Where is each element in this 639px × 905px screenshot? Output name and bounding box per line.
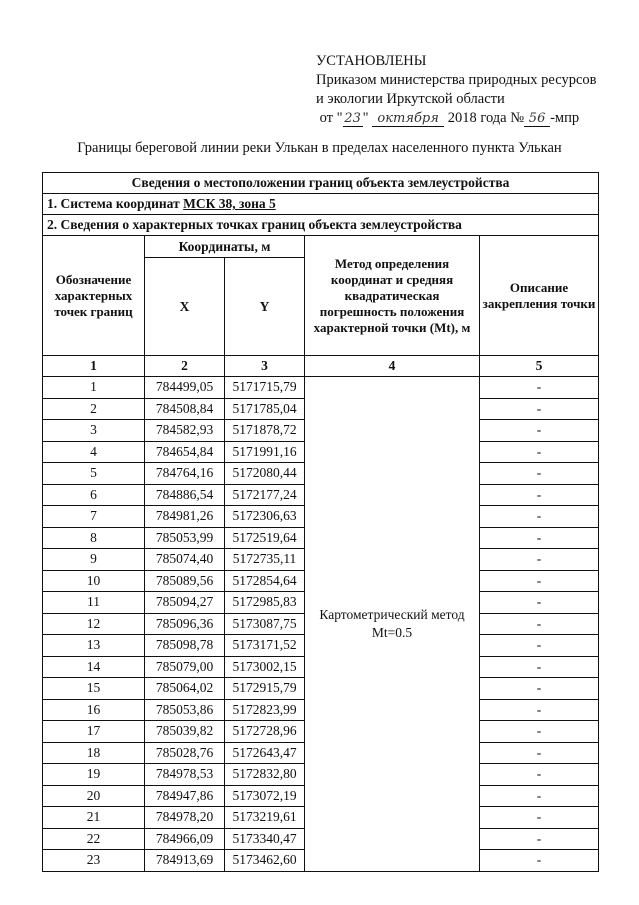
point-y: 5172735,11 [225,549,305,571]
point-fixing: - [480,678,599,700]
point-x: 785096,36 [145,613,225,635]
point-x: 784978,20 [145,807,225,829]
point-y: 5173462,60 [225,850,305,872]
point-number: 4 [43,441,145,463]
point-x: 784499,05 [145,377,225,399]
point-number: 7 [43,506,145,528]
order-number: 56 [524,111,550,127]
point-y: 5172985,83 [225,592,305,614]
point-number: 5 [43,463,145,485]
header-method: Метод определения координат и средняя квадратическая погрешность положения характерной точки (Mt), м [305,236,480,356]
point-number: 11 [43,592,145,614]
coordinate-system-value: МСК 38, зона 5 [183,196,276,211]
point-y: 5173087,75 [225,613,305,635]
point-fixing: - [480,377,599,399]
point-y: 5172832,80 [225,764,305,786]
point-fixing: - [480,549,599,571]
point-number: 15 [43,678,145,700]
point-fixing: - [480,613,599,635]
point-number: 12 [43,613,145,635]
table-row [43,377,599,399]
point-number: 1 [43,377,145,399]
point-fixing: - [480,764,599,786]
col-number: 3 [225,356,305,377]
coordinate-system-label: 1. Система координат [47,196,184,211]
order-quote-close: " [362,110,369,126]
approval-order-line [316,109,597,128]
order-month: октября [372,111,444,127]
point-fixing: - [480,463,599,485]
point-x: 784886,54 [145,484,225,506]
point-x: 784981,26 [145,506,225,528]
point-fixing: - [480,656,599,678]
header-fixing: Описание закрепления точки [480,236,599,356]
point-number: 8 [43,527,145,549]
point-y: 5172728,96 [225,721,305,743]
order-day: 23 [344,111,361,126]
point-y: 5171715,79 [225,377,305,399]
point-x: 785064,02 [145,678,225,700]
point-x: 785079,00 [145,656,225,678]
point-fixing: - [480,807,599,829]
point-x: 784947,86 [145,785,225,807]
point-x: 785028,76 [145,742,225,764]
point-fixing: - [480,635,599,657]
point-x: 785039,82 [145,721,225,743]
point-x: 785089,56 [145,570,225,592]
point-number: 14 [43,656,145,678]
point-y: 5172080,44 [225,463,305,485]
order-from-prefix: от " [319,110,343,126]
point-x: 785053,86 [145,699,225,721]
point-y: 5172177,24 [225,484,305,506]
method-name: Картометрический метод [319,606,465,622]
point-x: 784508,84 [145,398,225,420]
point-y: 5171785,04 [225,398,305,420]
point-fixing: - [480,420,599,442]
point-fixing: - [480,441,599,463]
point-fixing: - [480,506,599,528]
point-x: 785074,40 [145,549,225,571]
point-y: 5173072,19 [225,785,305,807]
point-y: 5172519,64 [225,527,305,549]
point-x: 784966,09 [145,828,225,850]
point-number: 20 [43,785,145,807]
point-fixing: - [480,828,599,850]
header-y: Y [225,258,305,356]
point-y: 5173002,15 [225,656,305,678]
order-suffix: -мпр [550,110,580,126]
point-number: 13 [43,635,145,657]
point-number: 16 [43,699,145,721]
approval-stamp [316,52,597,128]
point-y: 5173171,52 [225,635,305,657]
point-fixing: - [480,570,599,592]
approval-line-2: и экологии Иркутской области [316,91,505,107]
method-accuracy: Mt=0.5 [371,624,413,640]
col-number: 1 [43,356,145,377]
col-number: 4 [305,356,480,377]
point-y: 5172643,47 [225,742,305,764]
point-number: 10 [43,570,145,592]
document-title: Границы береговой линии реки Улькан в пределах населенного пункта Улькан [77,140,562,156]
point-fixing: - [480,742,599,764]
point-number: 22 [43,828,145,850]
point-number: 23 [43,850,145,872]
point-number: 19 [43,764,145,786]
point-x: 784764,16 [145,463,225,485]
point-fixing: - [480,785,599,807]
point-number: 2 [43,398,145,420]
point-y: 5171991,16 [225,441,305,463]
point-y: 5173219,61 [225,807,305,829]
order-year-text: 2018 года № [447,110,525,126]
approval-line-1: Приказом министерства природных ресурсов [316,72,597,88]
point-y: 5172306,63 [225,506,305,528]
point-x: 785098,78 [145,635,225,657]
approval-heading: УСТАНОВЛЕНЫ [316,53,427,69]
point-y: 5172823,99 [225,699,305,721]
coordinates-table [42,172,599,872]
point-fixing: - [480,527,599,549]
point-fixing: - [480,484,599,506]
method-cell [305,377,480,872]
point-fixing: - [480,699,599,721]
point-y: 5172854,64 [225,570,305,592]
point-x: 784654,84 [145,441,225,463]
point-number: 21 [43,807,145,829]
point-x: 784582,93 [145,420,225,442]
point-fixing: - [480,850,599,872]
header-designation: Обозначение характерных точек границ [43,236,145,356]
point-y: 5171878,72 [225,420,305,442]
point-x: 784913,69 [145,850,225,872]
point-x: 784978,53 [145,764,225,786]
point-y: 5173340,47 [225,828,305,850]
header-x: X [145,258,225,356]
coordinate-system-row [43,194,599,215]
point-number: 18 [43,742,145,764]
section-title: Сведения о местоположении границ объекта землеустройства [43,173,599,194]
point-fixing: - [480,398,599,420]
point-number: 3 [43,420,145,442]
col-number: 5 [480,356,599,377]
col-number: 2 [145,356,225,377]
points-section-title: 2. Сведения о характерных точках границ объекта землеустройства [43,215,599,236]
point-x: 785053,99 [145,527,225,549]
point-fixing: - [480,721,599,743]
header-coordinates: Координаты, м [145,236,305,258]
point-fixing: - [480,592,599,614]
point-y: 5172915,79 [225,678,305,700]
point-number: 9 [43,549,145,571]
point-number: 6 [43,484,145,506]
point-x: 785094,27 [145,592,225,614]
point-number: 17 [43,721,145,743]
